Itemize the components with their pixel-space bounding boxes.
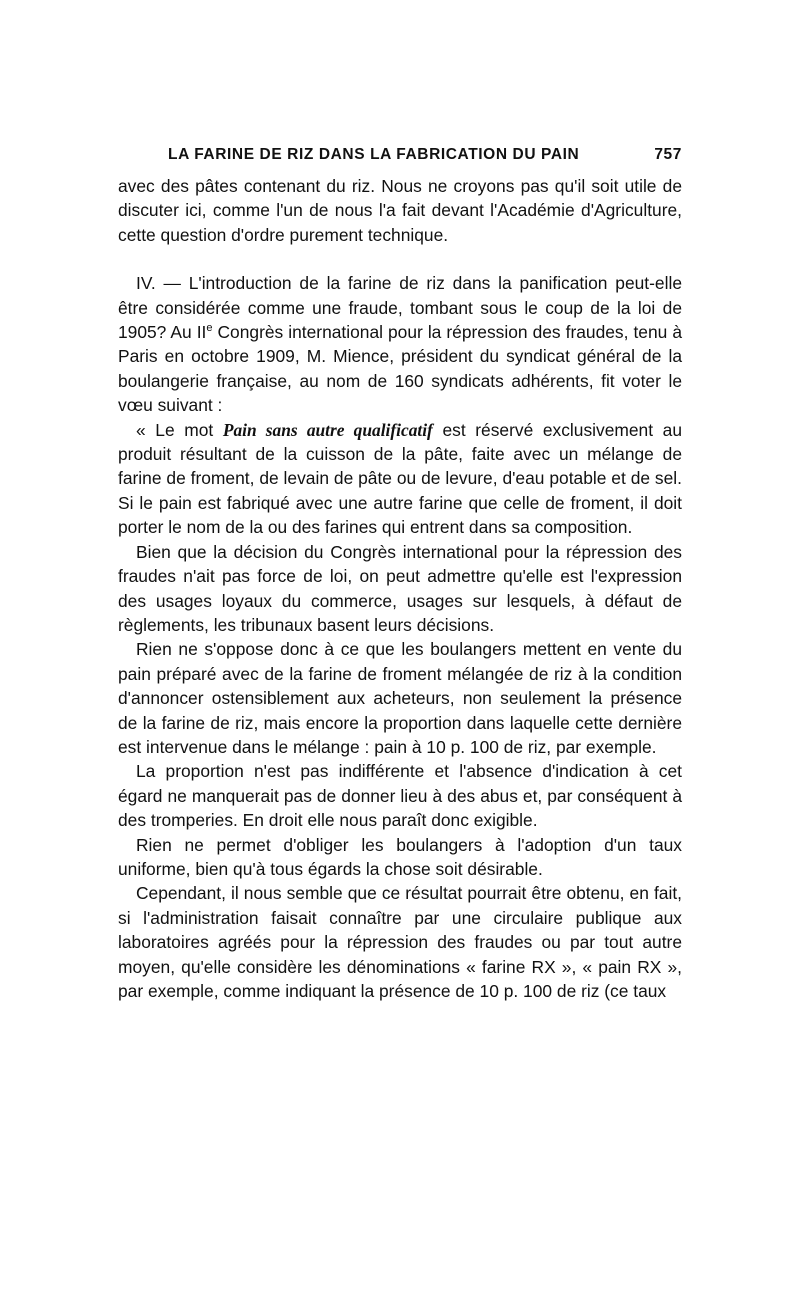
paragraph-4: Bien que la décision du Congrès international pour la répression des fraudes n'ait pas force de loi, on peut admettre qu'elle est l'expression des usages loyaux du commerce, usages sur lesquels, à défaut de règlements, les tribunaux basent leurs décisions.: [118, 541, 682, 635]
paragraph-section-iv: [118, 271, 682, 417]
section-gap: [118, 247, 682, 271]
paragraph-1: avec des pâtes contenant du riz. Nous ne croyons pas qu'il soit utile de discuter ici, comme l'un de nous l'a fait devant l'Académie d'Agriculture, cette question d'ordre purement technique.: [118, 176, 682, 245]
paragraph-7: Rien ne permet d'obliger les boulangers à l'adoption d'un taux uniforme, bien qu'à tous égards la chose soit désirable.: [118, 834, 682, 879]
running-title: LA FARINE DE RIZ DANS LA FABRICATION DU PAIN: [168, 146, 580, 163]
paragraph-8: Cependant, il nous semble que ce résultat pourrait être obtenu, en fait, si l'administration faisait connaître par une circulaire publique aux laboratoires agréés pour la répression des fraudes ou par tout autre moyen, qu'elle considère les dénominations « farine RX », « pain RX », par exemple, comme indiquant la présence de 10 p. 100 de riz (ce taux: [118, 883, 682, 1001]
paragraph-5: Rien ne s'oppose donc à ce que les boulangers mettent en vente du pain préparé avec de la farine de froment mélangée de riz à la condition d'annoncer ostensiblement aux acheteurs, non seulement la présence de la farine de riz, mais encore la proportion dans laquelle cette dernière est intervenue dans le mélange : pain à 10 p. 100 de riz, par exemple.: [118, 639, 682, 757]
quote-text-a: « Le mot: [136, 419, 223, 440]
running-header: [118, 146, 682, 164]
page-number: 757: [654, 146, 682, 163]
section-iv-text-b: Congrès international pour la répression des fraudes, tenu à Paris en octobre 1909, M. Mience, président du syndicat général de la boulangerie française, au nom de 160 syndicats adhérents, fit voter le vœu suivant :: [118, 322, 682, 416]
superscript-e: e: [206, 322, 213, 335]
quote-italic-term: Pain sans autre qualificatif: [222, 419, 433, 440]
section-iv-text-a: IV. — L'introduction de la farine de riz dans la panification peut-elle être considérée comme une fraude, tombant sous le coup de la loi de 1905? Au II: [118, 273, 682, 343]
document-page: [118, 140, 682, 1003]
paragraph-quote: [118, 418, 682, 540]
paragraph-6: La proportion n'est pas indifférente et l'absence d'indication à cet égard ne manquerait pas de donner lieu à des abus et, par conséquent à des tromperies. En droit elle nous paraît donc exigible.: [118, 761, 682, 831]
body-text: [118, 174, 682, 1003]
quote-text-b: est réservé exclusivement au produit résultant de la cuisson de la pâte, faite avec un mélange de farine de froment, de levain de pâte ou de levure, d'eau potable et de sel. Si le pain est fabriqué avec une autre farine que celle de froment, il doit porter le nom de la ou des farines qui entrent dans sa composition.: [118, 419, 682, 538]
